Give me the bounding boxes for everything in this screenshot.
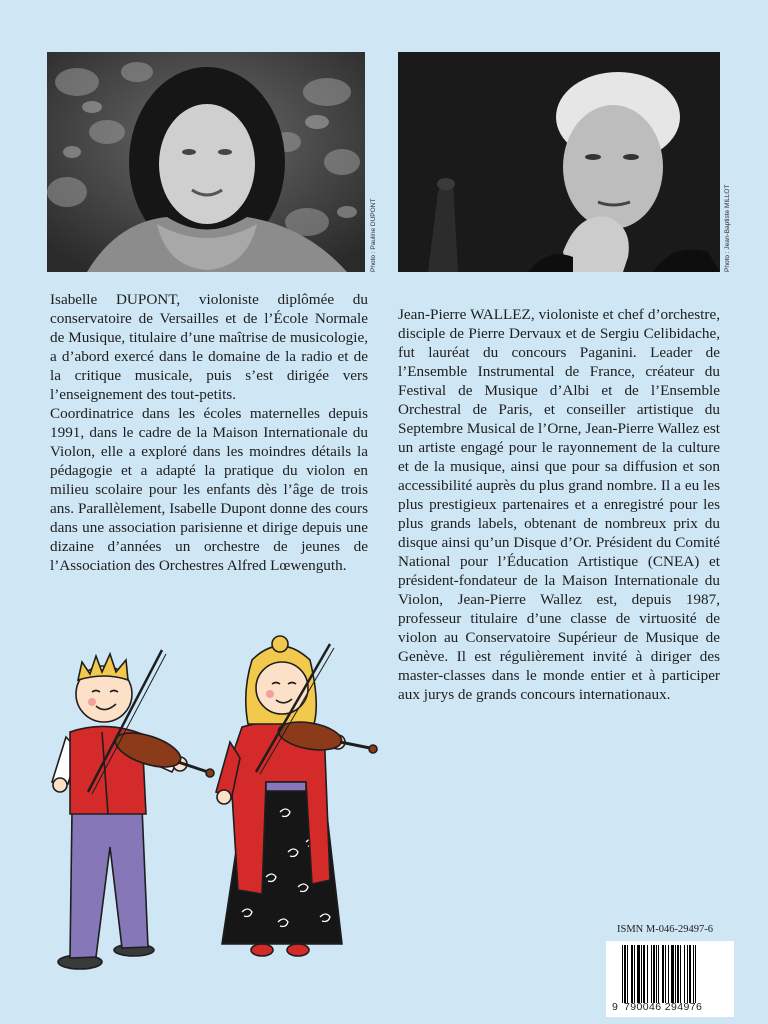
barcode-bar xyxy=(634,945,635,1003)
bio-isabelle-paragraph-1: Isabelle DUPONT, violoniste diplômée du conservatoire de Versailles et de l’École Normale de Musique, titulaire d’une maîtrise de musicologie, a d’abord exercé dans le domaine de la radio et de la critique musicale, puis s’est dirigée vers l’enseignement des tout-petits. xyxy=(50,291,368,403)
photo-credit-left: Photo : Pauline DUPONT xyxy=(370,198,377,272)
barcode-bar xyxy=(695,945,696,1003)
barcode-bar xyxy=(622,945,623,1003)
barcode-bar xyxy=(651,945,652,1003)
barcode-bar xyxy=(643,945,645,1003)
children-violinists-illustration xyxy=(30,632,400,982)
barcode-bar xyxy=(687,945,688,1003)
ismn-number: ISMN M-046-29497-6 xyxy=(617,924,713,935)
barcode xyxy=(606,941,734,1017)
photo-isabelle-dupont xyxy=(47,52,365,272)
barcode-bar xyxy=(689,945,691,1003)
barcode-bar xyxy=(665,945,666,1003)
barcode-bar xyxy=(647,945,648,1003)
barcode-bar xyxy=(624,945,626,1003)
barcode-bar xyxy=(680,945,681,1003)
barcode-bar xyxy=(641,945,642,1003)
bio-jeanpierre-paragraph: Jean-Pierre WALLEZ, violoniste et chef d’orchestre, disciple de Pierre Dervaux et de Sergiu Celibidache, fut lauréat du concours Paganini. Leader de l’Ensemble Instrumental de France, créateur du Festival de Musique d’Albi et de l’Ensemble Orchestral de Paris, et conseiller artistique du Septembre Musical de l’Orne, Jean-Pierre Wallez est un artiste engagé pour le rayonnement de la culture et de la musique, ainsi que pour sa diffusion et son accessibilité auprès du plus grand nombre. Il a eu les plus prestigieux partenaires et a enregistré pour les plus grands labels, obtenant de nombreux prix du disque ainsi qu’un Disque d’Or. Président du Comité National pour l’Éducation Artistique (CNEA) et président-fondateur de la Maison Internationale du Violon, Jean-Pierre Wallez est, depuis 1987, professeur titulaire d’une classe de virtuosité de violon au Conservatoire Supérieur de Musique de Genève. Il est régulièrement invité à diriger des master-classes dans le monde entier et à participer aux jurys de grands concours internationaux. xyxy=(398,306,720,703)
barcode-bar xyxy=(653,945,655,1003)
barcode-bar xyxy=(658,945,659,1003)
barcode-bar xyxy=(684,945,685,1003)
barcode-digit-first: 9 xyxy=(612,1001,618,1013)
barcode-bar xyxy=(671,945,674,1003)
barcode-bar xyxy=(637,945,640,1003)
bio-isabelle-paragraph-2: Coordinatrice dans les écoles maternelles depuis 1991, dans le cadre de la Maison Internationale du Violon, elle a exploré dans les moindres détails la pédagogie et a adapté la pratique du violon en milieu scolaire pour les enfants dès l’âge de trois ans. Parallèlement, Isabelle Dupont donne des cours dans une association parisienne et dirige depuis une dizaine d’années un orchestre de jeunes de l’Association des Orchestres Alfred Lœwenguth. xyxy=(50,405,368,574)
barcode-bars xyxy=(622,945,730,1003)
photo-credit-right: Photo : Jean-Baptiste MILLOT xyxy=(724,184,731,272)
barcode-bar xyxy=(668,945,669,1003)
boy-violinist xyxy=(52,650,214,969)
girl-violinist xyxy=(216,636,377,956)
barcode-bar xyxy=(693,945,694,1003)
barcode-bar xyxy=(656,945,657,1003)
barcode-bar xyxy=(675,945,676,1003)
barcode-bar xyxy=(627,945,628,1003)
bio-jean-pierre-wallez xyxy=(398,305,720,704)
barcode-digits: 790046 294976 xyxy=(624,1001,703,1013)
bio-isabelle-dupont xyxy=(50,290,368,575)
barcode-bar xyxy=(631,945,633,1003)
photo-jean-pierre-wallez xyxy=(398,52,720,272)
barcode-bar xyxy=(662,945,664,1003)
barcode-bar xyxy=(677,945,679,1003)
